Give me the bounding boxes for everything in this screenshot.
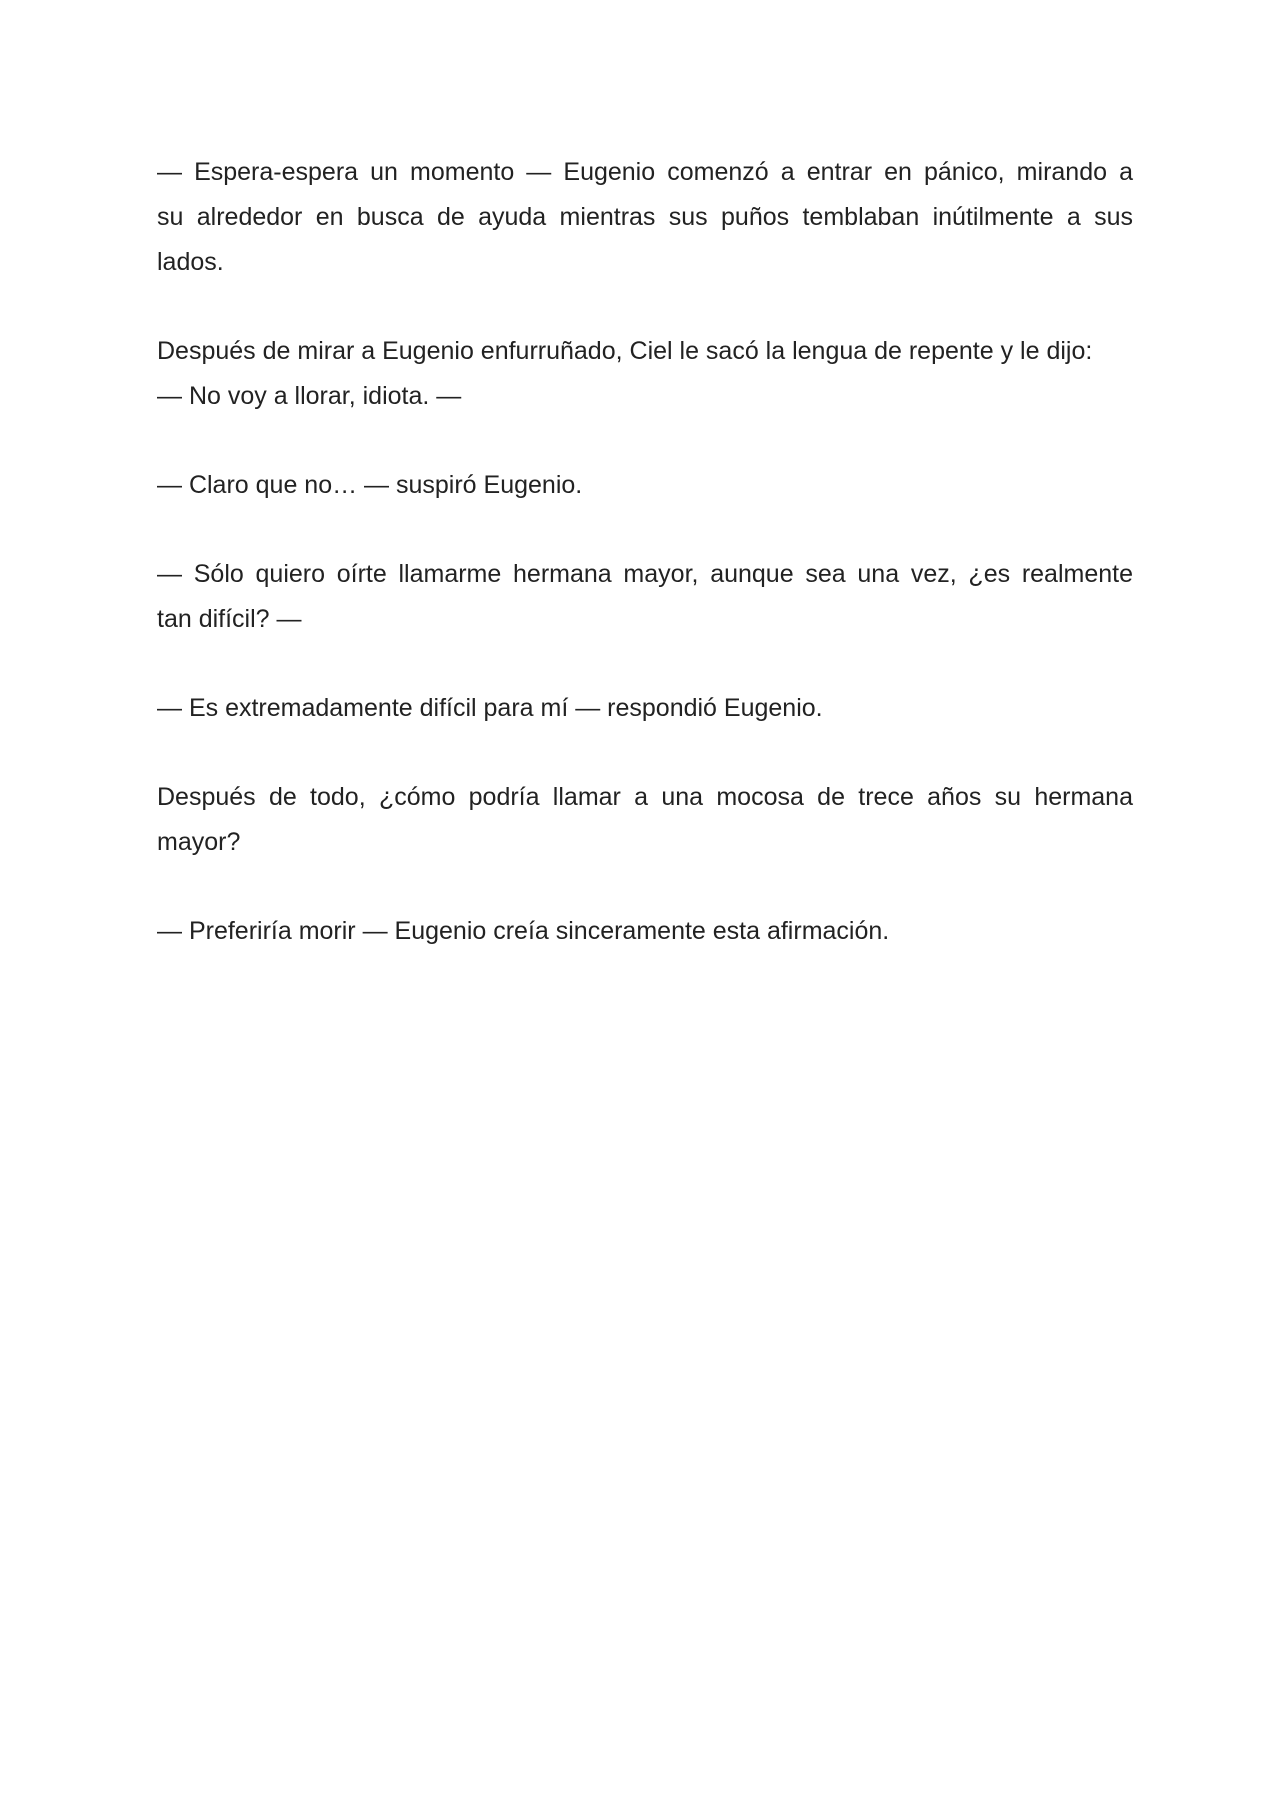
paragraph-line: su alrededor en busca de ayuda mientras sus puños temblaban inútilmente a sus bbox=[157, 203, 1133, 231]
paragraph-3 bbox=[157, 463, 1133, 508]
paragraph-7 bbox=[157, 909, 1133, 954]
paragraph-line: Después de todo, ¿cómo podría llamar a una mocosa de trece años su hermana bbox=[157, 783, 1133, 811]
paragraph-line: — Preferiría morir — Eugenio creía sinceramente esta afirmación. bbox=[157, 917, 890, 945]
document-page bbox=[157, 150, 1133, 998]
paragraph-line: lados. bbox=[157, 248, 224, 276]
paragraph-line: — Claro que no… — suspiró Eugenio. bbox=[157, 471, 583, 499]
paragraph-line: Después de mirar a Eugenio enfurruñado, Ciel le sacó la lengua de repente y le dijo: bbox=[157, 337, 1093, 365]
paragraph-line: — Espera-espera un momento — Eugenio comenzó a entrar en pánico, mirando a bbox=[157, 158, 1133, 186]
paragraph-line: — Es extremadamente difícil para mí — respondió Eugenio. bbox=[157, 694, 823, 722]
paragraph-5 bbox=[157, 686, 1133, 731]
paragraph-4 bbox=[157, 552, 1133, 642]
paragraph-6 bbox=[157, 775, 1133, 865]
paragraph-line: — No voy a llorar, idiota. — bbox=[157, 382, 462, 410]
paragraph-1 bbox=[157, 150, 1133, 285]
paragraph-line: mayor? bbox=[157, 828, 241, 856]
paragraph-line: — Sólo quiero oírte llamarme hermana mayor, aunque sea una vez, ¿es realmente bbox=[157, 560, 1133, 588]
paragraph-line: tan difícil? — bbox=[157, 605, 302, 633]
paragraph-2 bbox=[157, 329, 1133, 419]
